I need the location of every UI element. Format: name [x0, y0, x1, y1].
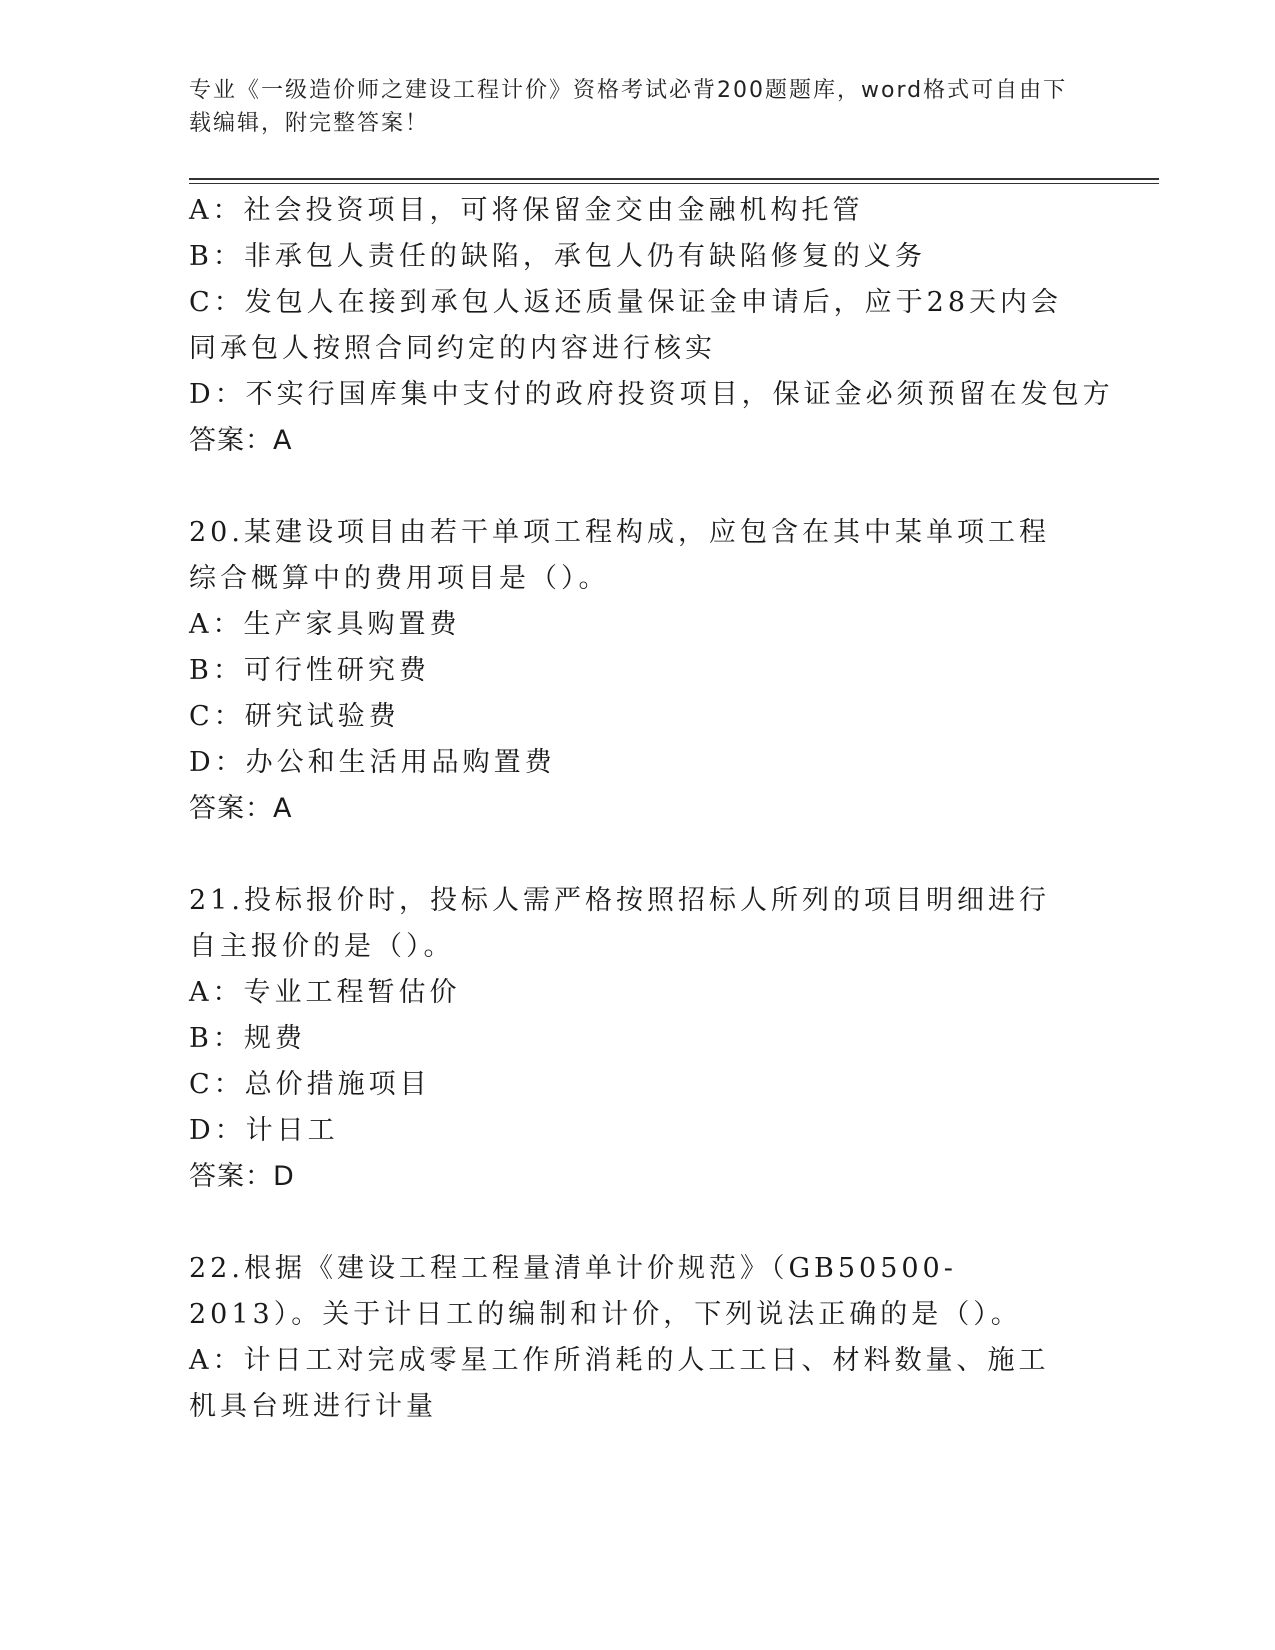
option-a: A：计日工对完成零星工作所消耗的人工工日、材料数量、施工机具台班进行计量: [189, 1345, 1050, 1422]
question-19: [189, 188, 1114, 464]
question-text: 20.某建设项目由若干单项工程构成，应包含在其中某单项工程综合概算中的费用项目是（）。: [189, 517, 1050, 594]
option-d: D：计日工: [189, 1115, 339, 1146]
option-a: A：专业工程暂估价: [189, 977, 461, 1008]
spacer: [189, 1200, 1079, 1246]
question-21: [189, 878, 1079, 1200]
answer: 答案：A: [189, 425, 293, 456]
option-d: D：不实行国库集中支付的政府投资项目，保证金必须预留在发包方: [189, 379, 1114, 410]
option-b: B：规费: [189, 1023, 306, 1054]
option-c: C：研究试验费: [189, 701, 400, 732]
document-header: 专业《一级造价师之建设工程计价》资格考试必背200题题库，word格式可自由下载编辑，附完整答案！: [189, 78, 1068, 136]
option-a: A：社会投资项目，可将保留金交由金融机构托管: [189, 195, 864, 226]
header-divider-thin: [189, 183, 1159, 184]
option-c: C：总价措施项目: [189, 1069, 431, 1100]
option-b: B：可行性研究费: [189, 655, 430, 686]
option-c: C：发包人在接到承包人返还质量保证金申请后，应于28天内会同承包人按照合同约定的内容进行核实: [189, 287, 1063, 364]
question-22: [189, 1246, 1079, 1430]
header-divider-thick: [189, 178, 1159, 180]
question-20: [189, 510, 1079, 832]
document-body: [189, 188, 1114, 1430]
option-d: D：办公和生活用品购置费: [189, 747, 556, 778]
question-text: 21.投标报价时，投标人需严格按照招标人所列的项目明细进行自主报价的是（）。: [189, 885, 1050, 962]
answer: 答案：D: [189, 1161, 295, 1192]
question-text: 22.根据《建设工程工程量清单计价规范》（GB50500-2013）。关于计日工的编制和计价，下列说法正确的是（）。: [189, 1253, 1022, 1330]
spacer: [189, 832, 1079, 878]
spacer: [189, 464, 1079, 510]
answer: 答案：A: [189, 793, 293, 824]
option-a: A：生产家具购置费: [189, 609, 461, 640]
option-b: B：非承包人责任的缺陷，承包人仍有缺陷修复的义务: [189, 241, 926, 272]
